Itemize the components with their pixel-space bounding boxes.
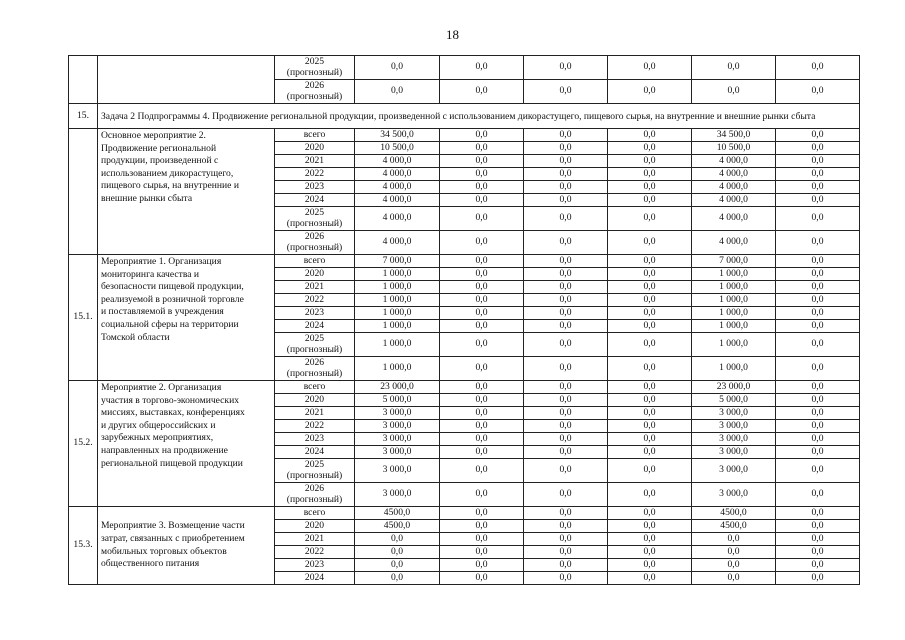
value-cell: 0,0: [776, 559, 860, 572]
value-cell: 0,0: [440, 572, 524, 585]
year-cell: 2024: [275, 194, 355, 207]
value-cell: 0,0: [692, 559, 776, 572]
value-cell: 4500,0: [355, 520, 440, 533]
value-cell: 3 000,0: [692, 459, 776, 483]
value-cell: 0,0: [608, 307, 692, 320]
value-cell: 0,0: [355, 80, 440, 104]
value-cell: 0,0: [440, 507, 524, 520]
value-cell: 0,0: [776, 433, 860, 446]
value-cell: 0,0: [776, 231, 860, 255]
value-cell: 3 000,0: [355, 446, 440, 459]
year-cell: 2025 (прогнозный): [275, 56, 355, 80]
value-cell: 0,0: [524, 181, 608, 194]
value-cell: 0,0: [440, 181, 524, 194]
value-cell: 3 000,0: [692, 420, 776, 433]
year-cell: 2023: [275, 559, 355, 572]
value-cell: 10 500,0: [355, 142, 440, 155]
value-cell: 4 000,0: [692, 231, 776, 255]
value-cell: 1 000,0: [355, 294, 440, 307]
value-cell: 0,0: [440, 394, 524, 407]
value-cell: 23 000,0: [355, 381, 440, 394]
year-cell: 2025 (прогнозный): [275, 333, 355, 357]
value-cell: 0,0: [440, 207, 524, 231]
value-cell: 0,0: [524, 168, 608, 181]
value-cell: 4500,0: [692, 520, 776, 533]
value-cell: 1 000,0: [692, 268, 776, 281]
value-cell: 0,0: [440, 194, 524, 207]
value-cell: 0,0: [524, 483, 608, 507]
value-cell: 0,0: [440, 268, 524, 281]
page-number: 18: [446, 27, 459, 42]
table-row: [69, 507, 860, 520]
value-cell: 1 000,0: [692, 320, 776, 333]
value-cell: 0,0: [776, 181, 860, 194]
value-cell: 4 000,0: [692, 168, 776, 181]
value-cell: 3 000,0: [692, 483, 776, 507]
value-cell: 0,0: [608, 357, 692, 381]
value-cell: 0,0: [440, 407, 524, 420]
value-cell: 0,0: [776, 483, 860, 507]
value-cell: 0,0: [608, 483, 692, 507]
value-cell: 0,0: [524, 433, 608, 446]
value-cell: 0,0: [776, 268, 860, 281]
value-cell: 0,0: [440, 142, 524, 155]
measure-number: [69, 129, 98, 255]
value-cell: 0,0: [776, 381, 860, 394]
value-cell: 0,0: [524, 507, 608, 520]
value-cell: 0,0: [608, 142, 692, 155]
value-cell: 0,0: [524, 129, 608, 142]
value-cell: 23 000,0: [692, 381, 776, 394]
value-cell: 4500,0: [355, 507, 440, 520]
value-cell: 0,0: [440, 307, 524, 320]
measure-name: Основное мероприятие 2. Продвижение региональной продукции, произведенной с использованием дикорастущего, пищевого сырья, на внутренние и внешние рынки сбыта: [98, 129, 275, 255]
value-cell: 5 000,0: [692, 394, 776, 407]
value-cell: 0,0: [776, 168, 860, 181]
year-cell: всего: [275, 129, 355, 142]
value-cell: 0,0: [440, 320, 524, 333]
value-cell: 0,0: [440, 333, 524, 357]
value-cell: 0,0: [524, 294, 608, 307]
value-cell: 0,0: [776, 80, 860, 104]
value-cell: 3 000,0: [355, 483, 440, 507]
value-cell: 0,0: [776, 56, 860, 80]
value-cell: 4500,0: [692, 507, 776, 520]
value-cell: 0,0: [524, 207, 608, 231]
value-cell: 0,0: [440, 80, 524, 104]
description-cell: [98, 56, 275, 104]
year-cell: 2026 (прогнозный): [275, 80, 355, 104]
measure-name: Мероприятие 2. Организация участия в торгово-экономических миссиях, выставках, конференциях и других общероссийских и зарубежных мероприятиях, направленных на продвижение региональной пищевой продукции: [98, 381, 275, 507]
value-cell: 10 500,0: [692, 142, 776, 155]
value-cell: 0,0: [692, 80, 776, 104]
value-cell: 0,0: [524, 255, 608, 268]
year-cell: 2026 (прогнозный): [275, 231, 355, 255]
value-cell: 0,0: [692, 533, 776, 546]
value-cell: 0,0: [776, 307, 860, 320]
value-cell: 0,0: [524, 420, 608, 433]
value-cell: 0,0: [440, 546, 524, 559]
year-cell: 2022: [275, 294, 355, 307]
value-cell: 0,0: [440, 155, 524, 168]
value-cell: 0,0: [608, 446, 692, 459]
value-cell: 0,0: [440, 281, 524, 294]
value-cell: 1 000,0: [692, 333, 776, 357]
value-cell: 0,0: [524, 320, 608, 333]
value-cell: 4 000,0: [692, 194, 776, 207]
value-cell: 0,0: [692, 56, 776, 80]
year-cell: 2024: [275, 446, 355, 459]
value-cell: 0,0: [608, 181, 692, 194]
value-cell: 0,0: [608, 231, 692, 255]
value-cell: 0,0: [608, 407, 692, 420]
value-cell: 0,0: [776, 520, 860, 533]
value-cell: 0,0: [524, 394, 608, 407]
value-cell: 1 000,0: [692, 294, 776, 307]
value-cell: 4 000,0: [355, 155, 440, 168]
value-cell: 3 000,0: [355, 407, 440, 420]
value-cell: 0,0: [692, 546, 776, 559]
value-cell: 0,0: [355, 56, 440, 80]
year-cell: 2022: [275, 420, 355, 433]
value-cell: 0,0: [692, 572, 776, 585]
value-cell: 0,0: [440, 520, 524, 533]
value-cell: 0,0: [524, 520, 608, 533]
value-cell: 0,0: [524, 142, 608, 155]
table-row: [69, 381, 860, 394]
value-cell: 0,0: [440, 129, 524, 142]
value-cell: 0,0: [440, 255, 524, 268]
value-cell: 0,0: [608, 129, 692, 142]
value-cell: 0,0: [524, 155, 608, 168]
value-cell: 0,0: [355, 572, 440, 585]
value-cell: 0,0: [776, 572, 860, 585]
value-cell: 0,0: [608, 320, 692, 333]
value-cell: 0,0: [440, 420, 524, 433]
value-cell: 4 000,0: [692, 207, 776, 231]
value-cell: 0,0: [776, 420, 860, 433]
task-number: 15.: [69, 104, 98, 129]
year-cell: 2020: [275, 520, 355, 533]
value-cell: 0,0: [440, 559, 524, 572]
task-text: Задача 2 Подпрограммы 4. Продвижение региональной продукции, произведенной с использованием дикорастущего, пищевого сырья, на внутренние и внешние рынки сбыта: [98, 104, 860, 129]
value-cell: 4 000,0: [692, 155, 776, 168]
value-cell: 0,0: [440, 168, 524, 181]
value-cell: 0,0: [608, 381, 692, 394]
value-cell: 4 000,0: [355, 168, 440, 181]
value-cell: 3 000,0: [355, 420, 440, 433]
value-cell: 1 000,0: [355, 333, 440, 357]
value-cell: 0,0: [440, 231, 524, 255]
value-cell: 0,0: [608, 294, 692, 307]
value-cell: 0,0: [524, 407, 608, 420]
year-cell: всего: [275, 381, 355, 394]
value-cell: 3 000,0: [692, 407, 776, 420]
value-cell: 1 000,0: [355, 320, 440, 333]
value-cell: 0,0: [524, 268, 608, 281]
task-row: [69, 104, 860, 129]
measure-name: Мероприятие 1. Организация мониторинга качества и безопасности пищевой продукции, реализуемой в розничной торговле и поставляемой в учреждения социальной сферы на территории Томской области: [98, 255, 275, 381]
value-cell: 0,0: [440, 294, 524, 307]
value-cell: 0,0: [608, 433, 692, 446]
value-cell: 0,0: [608, 333, 692, 357]
year-cell: всего: [275, 507, 355, 520]
value-cell: 0,0: [776, 507, 860, 520]
year-cell: 2021: [275, 533, 355, 546]
value-cell: 5 000,0: [355, 394, 440, 407]
value-cell: 0,0: [524, 572, 608, 585]
value-cell: 1 000,0: [355, 268, 440, 281]
measure-number: 15.1.: [69, 255, 98, 381]
value-cell: 0,0: [608, 168, 692, 181]
value-cell: 3 000,0: [355, 459, 440, 483]
value-cell: 0,0: [608, 207, 692, 231]
value-cell: 0,0: [355, 559, 440, 572]
value-cell: 0,0: [440, 483, 524, 507]
value-cell: 0,0: [776, 207, 860, 231]
value-cell: 0,0: [776, 533, 860, 546]
value-cell: 0,0: [524, 307, 608, 320]
year-cell: 2023: [275, 181, 355, 194]
value-cell: 4 000,0: [692, 181, 776, 194]
value-cell: 0,0: [524, 231, 608, 255]
value-cell: 1 000,0: [692, 281, 776, 294]
year-cell: 2026 (прогнозный): [275, 357, 355, 381]
value-cell: 0,0: [776, 357, 860, 381]
value-cell: 3 000,0: [692, 433, 776, 446]
year-cell: 2020: [275, 142, 355, 155]
year-cell: 2020: [275, 394, 355, 407]
table-row: [69, 129, 860, 142]
value-cell: 0,0: [524, 281, 608, 294]
value-cell: 0,0: [608, 546, 692, 559]
year-cell: 2024: [275, 320, 355, 333]
value-cell: 0,0: [524, 56, 608, 80]
value-cell: 0,0: [608, 255, 692, 268]
value-cell: 0,0: [776, 320, 860, 333]
value-cell: 4 000,0: [355, 231, 440, 255]
value-cell: 0,0: [440, 56, 524, 80]
value-cell: 4 000,0: [355, 181, 440, 194]
value-cell: 0,0: [776, 255, 860, 268]
value-cell: 34 500,0: [355, 129, 440, 142]
value-cell: 0,0: [776, 294, 860, 307]
value-cell: 0,0: [776, 194, 860, 207]
value-cell: 34 500,0: [692, 129, 776, 142]
budget-table: [68, 55, 860, 585]
value-cell: 0,0: [608, 459, 692, 483]
measure-number: 15.2.: [69, 381, 98, 507]
value-cell: 0,0: [524, 357, 608, 381]
value-cell: 0,0: [608, 533, 692, 546]
value-cell: 0,0: [355, 546, 440, 559]
value-cell: 3 000,0: [692, 446, 776, 459]
year-cell: 2025 (прогнозный): [275, 207, 355, 231]
value-cell: 0,0: [355, 533, 440, 546]
value-cell: 0,0: [776, 281, 860, 294]
value-cell: 0,0: [776, 333, 860, 357]
value-cell: 0,0: [608, 394, 692, 407]
year-cell: 2022: [275, 168, 355, 181]
value-cell: 0,0: [608, 56, 692, 80]
year-cell: 2023: [275, 307, 355, 320]
value-cell: 0,0: [608, 520, 692, 533]
year-cell: 2025 (прогнозный): [275, 459, 355, 483]
value-cell: 0,0: [440, 433, 524, 446]
row-number-cell: [69, 56, 98, 104]
value-cell: 1 000,0: [692, 357, 776, 381]
value-cell: 0,0: [440, 446, 524, 459]
value-cell: 0,0: [524, 333, 608, 357]
value-cell: 0,0: [524, 546, 608, 559]
value-cell: 0,0: [524, 533, 608, 546]
value-cell: 4 000,0: [355, 207, 440, 231]
value-cell: 0,0: [608, 268, 692, 281]
value-cell: 0,0: [776, 129, 860, 142]
value-cell: 0,0: [608, 80, 692, 104]
value-cell: 0,0: [524, 194, 608, 207]
value-cell: 0,0: [776, 407, 860, 420]
value-cell: 0,0: [608, 559, 692, 572]
value-cell: 1 000,0: [355, 307, 440, 320]
table-row: [69, 56, 860, 80]
value-cell: 0,0: [524, 381, 608, 394]
table-row: [69, 255, 860, 268]
measure-name: Мероприятие 3. Возмещение части затрат, связанных с приобретением мобильных торговых объектов общественного питания: [98, 507, 275, 585]
year-cell: 2021: [275, 155, 355, 168]
year-cell: 2021: [275, 281, 355, 294]
year-cell: 2022: [275, 546, 355, 559]
value-cell: 0,0: [776, 394, 860, 407]
value-cell: 7 000,0: [692, 255, 776, 268]
value-cell: 0,0: [440, 459, 524, 483]
value-cell: 0,0: [440, 357, 524, 381]
year-cell: 2023: [275, 433, 355, 446]
value-cell: 1 000,0: [355, 281, 440, 294]
value-cell: 0,0: [776, 446, 860, 459]
value-cell: 0,0: [608, 420, 692, 433]
value-cell: 0,0: [608, 507, 692, 520]
measure-number: 15.3.: [69, 507, 98, 585]
value-cell: 0,0: [524, 80, 608, 104]
value-cell: 0,0: [776, 142, 860, 155]
value-cell: 1 000,0: [355, 357, 440, 381]
value-cell: 0,0: [440, 533, 524, 546]
value-cell: 1 000,0: [692, 307, 776, 320]
value-cell: 0,0: [524, 559, 608, 572]
year-cell: 2024: [275, 572, 355, 585]
year-cell: 2020: [275, 268, 355, 281]
value-cell: 0,0: [440, 381, 524, 394]
value-cell: 3 000,0: [355, 433, 440, 446]
value-cell: 0,0: [608, 155, 692, 168]
value-cell: 0,0: [608, 572, 692, 585]
year-cell: 2026 (прогнозный): [275, 483, 355, 507]
value-cell: 0,0: [608, 281, 692, 294]
value-cell: 0,0: [776, 459, 860, 483]
value-cell: 4 000,0: [355, 194, 440, 207]
value-cell: 0,0: [524, 459, 608, 483]
year-cell: 2021: [275, 407, 355, 420]
value-cell: 0,0: [776, 546, 860, 559]
value-cell: 0,0: [776, 155, 860, 168]
value-cell: 0,0: [524, 446, 608, 459]
value-cell: 0,0: [608, 194, 692, 207]
year-cell: всего: [275, 255, 355, 268]
value-cell: 7 000,0: [355, 255, 440, 268]
